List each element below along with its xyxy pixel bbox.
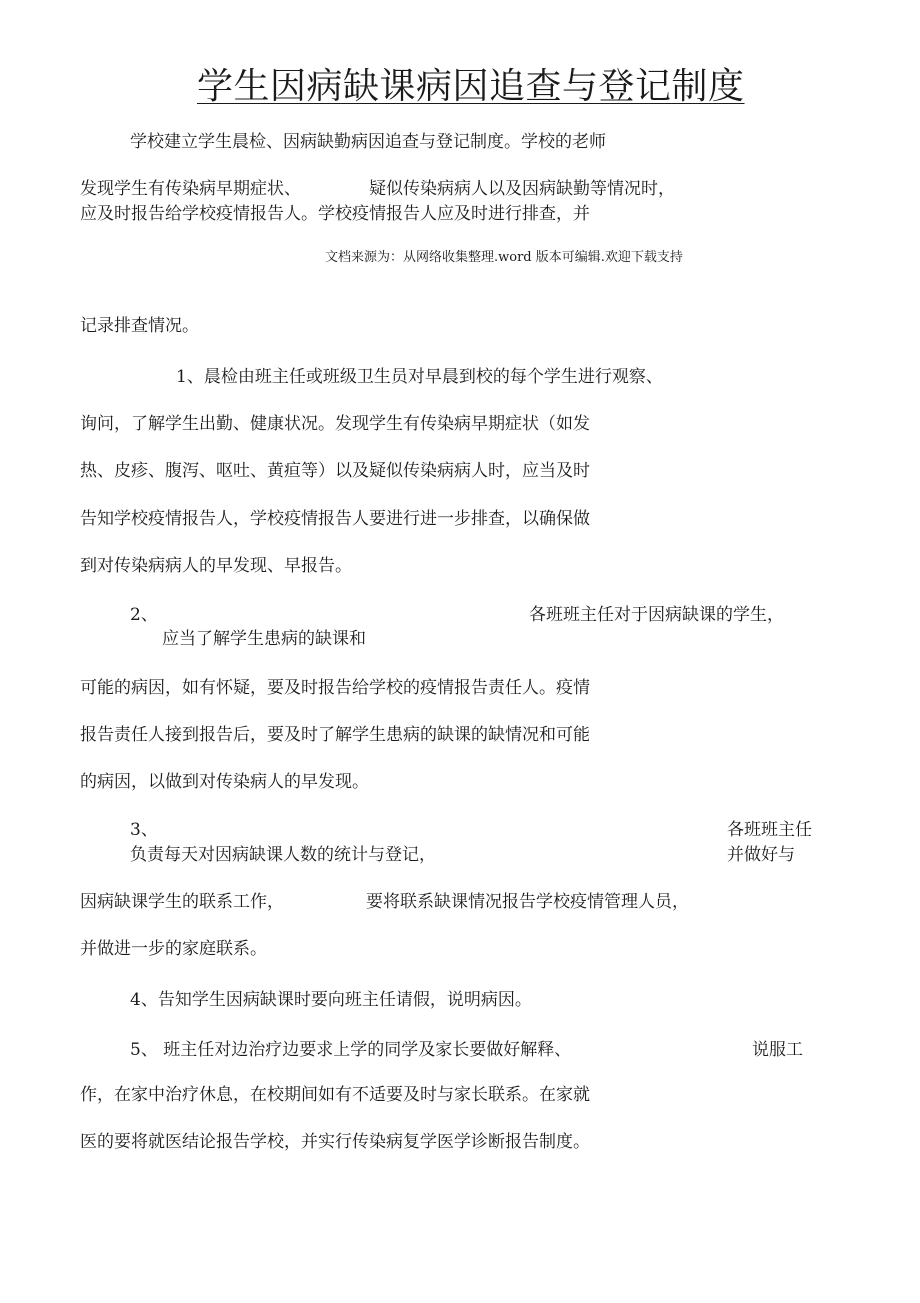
item2-line-1b: 各班班主任对于因病缺课的学生， bbox=[529, 605, 784, 625]
item3-number: 3、 bbox=[130, 820, 158, 840]
item3-line-4: 并做进一步的家庭联系。 bbox=[80, 939, 267, 959]
intro-line-3: 应及时报告给学校疫情报告人。学校疫情报告人应及时进行排查，并 bbox=[80, 204, 590, 224]
item2-line-3: 可能的病因，如有怀疑，要及时报告给学校的疫情报告责任人。疫情 bbox=[80, 678, 590, 698]
item3-line-2a: 负责每天对因病缺课人数的统计与登记， bbox=[130, 845, 436, 865]
item1-line-4: 告知学校疫情报告人，学校疫情报告人要进行进一步排查，以确保做 bbox=[80, 509, 590, 529]
item3-line-2b: 并做好与 bbox=[727, 845, 795, 865]
intro-line-2a: 发现学生有传染病早期症状、 bbox=[80, 179, 301, 199]
item3-line-3b: 要将联系缺课情况报告学校疫情管理人员， bbox=[366, 892, 689, 912]
intro-line-2b: 疑似传染病病人以及因病缺勤等情况时， bbox=[369, 179, 675, 199]
intro-line-4: 记录排查情况。 bbox=[80, 316, 199, 336]
source-note: 文档来源为：从网络收集整理.word 版本可编辑.欢迎下载支持 bbox=[325, 250, 683, 265]
item1-line-1: 1、晨检由班主任或班级卫生员对早晨到校的每个学生进行观察、 bbox=[176, 367, 663, 387]
intro-line-1: 学校建立学生晨检、因病缺勤病因追查与登记制度。学校的老师 bbox=[130, 132, 606, 152]
item2-line-5: 的病因，以做到对传染病人的早发现。 bbox=[80, 772, 369, 792]
item2-line-2: 应当了解学生患病的缺课和 bbox=[162, 629, 366, 649]
item3-line-3a: 因病缺课学生的联系工作， bbox=[80, 892, 284, 912]
item4-line-1: 4、告知学生因病缺课时要向班主任请假，说明病因。 bbox=[130, 990, 532, 1010]
document-title: 学生因病缺课病因追查与登记制度 bbox=[197, 66, 745, 107]
item1-line-2: 询问，了解学生出勤、健康状况。发现学生有传染病早期症状（如发 bbox=[80, 414, 590, 434]
item2-number: 2、 bbox=[130, 605, 158, 625]
item3-line-1b: 各班班主任 bbox=[727, 820, 812, 840]
item1-line-5: 到对传染病病人的早发现、早报告。 bbox=[80, 556, 352, 576]
item2-line-4: 报告责任人接到报告后，要及时了解学生患病的缺课的缺情况和可能 bbox=[80, 725, 590, 745]
item5-line-2: 作，在家中治疗休息，在校期间如有不适要及时与家长联系。在家就 bbox=[80, 1085, 590, 1105]
item5-line-1a: 5、 班主任对边治疗边要求上学的同学及家长要做好解释、 bbox=[130, 1040, 572, 1060]
item5-line-1b: 说服工 bbox=[752, 1040, 803, 1060]
item5-line-3: 医的要将就医结论报告学校，并实行传染病复学医学诊断报告制度。 bbox=[80, 1132, 590, 1152]
item1-line-3: 热、皮疹、腹泻、呕吐、黄疸等）以及疑似传染病病人时，应当及时 bbox=[80, 461, 590, 481]
